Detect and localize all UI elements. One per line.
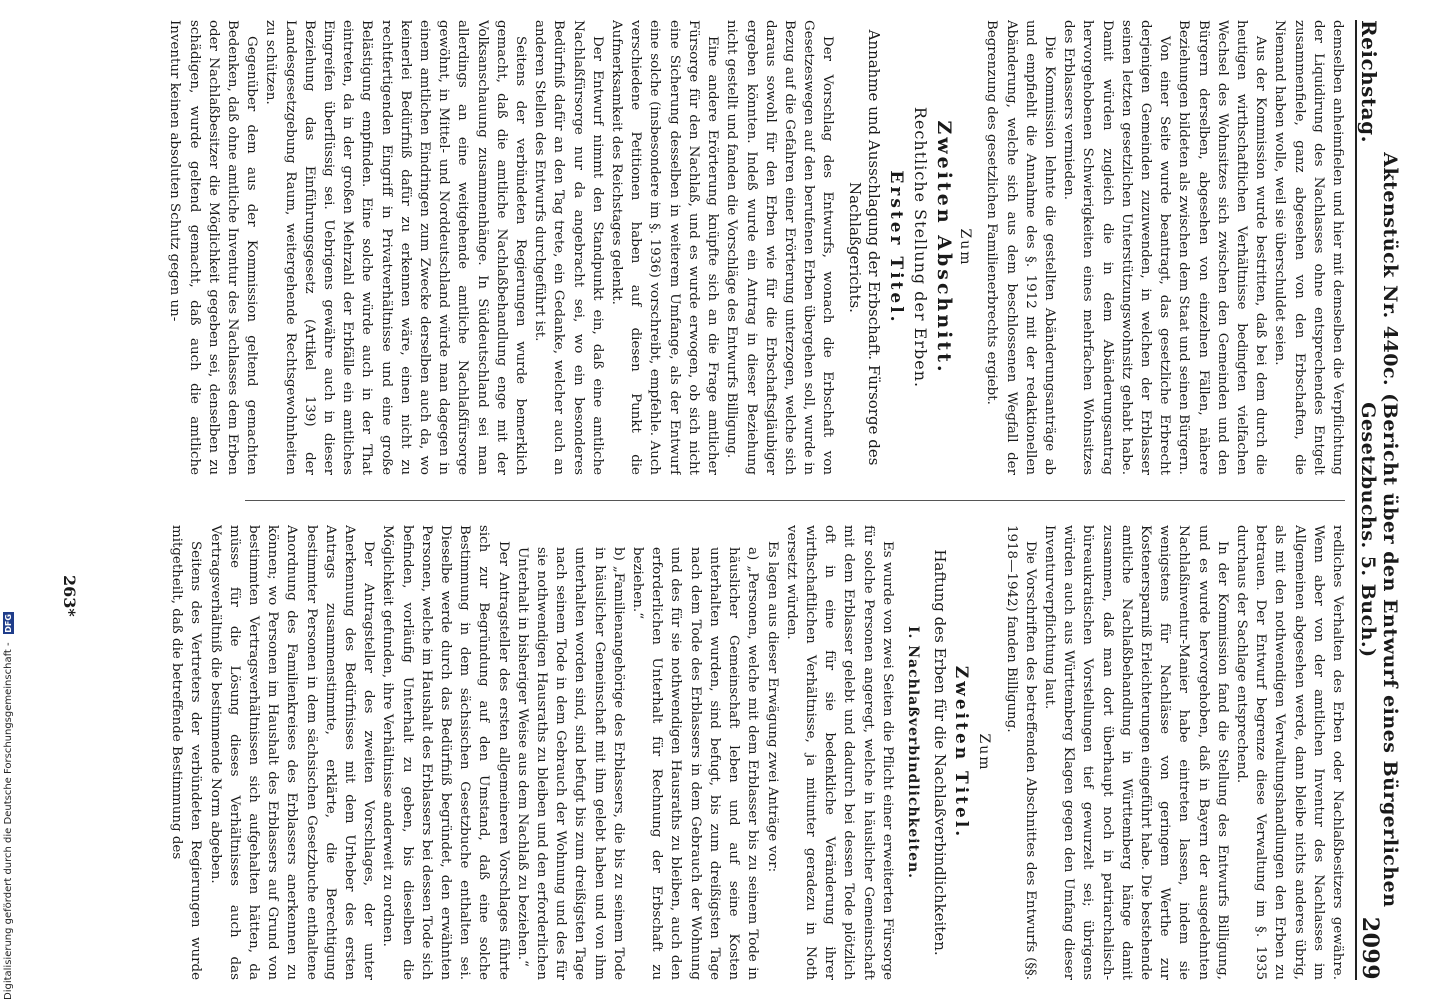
section-zum: Zum <box>976 733 993 772</box>
page-mark: 263* <box>60 575 79 617</box>
paragraph: Die Vorschriften des betreffenden Abschnittes des Entwurfs (§§. 1918—1942) fanden Billigung. <box>1003 525 1038 980</box>
paragraph: Seitens des Vertreters der verbündeten Regierungen wurde mitgetheilt, daß die betreffende Bestimmung des <box>169 525 204 980</box>
titel-subheading: Haftung des Erben für die Nachlaßverbindlichkeiten. <box>930 549 949 956</box>
paragraph: In der Kommission fand die Stellung des Entwurfs Billigung, und es wurde hervorgehoben, daß in Bayern der ausgedehnten Nachlaßinventur-Manier habe eintreten lassen, indem sie wenigstens für Nachlässe von geringem Werthe zur Kostenersparniß Erleichterungen eingeführt habe. Die bestehende amtliche Nachlaßbehandlung in Württemberg hänge damit zusammen, daß man dort überhaupt noch in patriarchalisch-büreaukratischen Vorstellungen tief gewurzelt sei; übrigens würden auch aus Württemberg Klagen gegen den Umfang dieser Inventurverpflichtung laut. <box>1041 525 1230 980</box>
credit-text: Digitalisierung gefördert durch die Deutsche Forschungsgemeinschaft - <box>2 642 14 1000</box>
paragraph: Es wurde von zwei Seiten die Pflicht einer erweiterten Fürsorge für solche Personen angeregt, welche in häuslicher Gemeinschaft mit dem Erblasser gelebt und dadurch bei dessen Tode plötzlich oft in eine für sie bedenkliche Veränderung ihrer wirthschaftlichen Verhältnisse, ja mitunter geradezu in Noth versetzt würden. <box>783 525 895 980</box>
paragraph: demselben anheimfielen und hier mit demselben die Verpflichtung der Liquidirung des Nachlasses ohne entsprechendes Entgelt zusammenfiele, ganz abgesehen von den Erbschaften, die Niemand haben wolle, weil sie überschuldet seien. <box>1272 20 1345 475</box>
dfg-logo-icon: DFG <box>3 614 13 633</box>
paragraph: Der Antragsteller des zweiten Vorschlages, der unter Anerkennung des Bedürfnisses mit dem Urheber des ersten Antrags zusammenstimmte, erklärte, die Berechtigung bestimmter Personen in dem sächsischen Gesetzbuche enthaltene Anordnung des Familienkreises des Erblassers anerkennen zu können; wo Personen im Haushalt des Erblassers auf Grund von bestimmten Vertragsverhältnissen sich aufgehalten hätten, da müsse für die Lösung dieses Verhältnisses auch das Vertragsverhältniß die bestimmende Norm abgeben. <box>207 525 377 980</box>
titel-heading: Erster Titel. <box>885 170 906 325</box>
motion-a: a) „Personen, welche mit dem Erblasser bis zu seinem Tode in häuslicher Gemeinschaft leben und auf seine Kosten unterhalten wurden, sind befugt, bis zum dreißigsten Tage nach dem Tode des Erblassers in dem Gebrauch der Wohnung und des für sie nothwendigen Hausraths zu bleiben, auch den erforderlichen Unterhalt für Rechnung der Erbschaft zu beziehen.“ <box>630 547 761 980</box>
paragraph: Gegenüber dem aus der Kommission geltend gemachten Bedenken, daß ohne amtliche Inventur des Nachlasses dem Erben oder Nachlaßbesitzer die Möglichkeit gegeben sei, denselben zu schädigen, wurde geltend gemacht, daß auch die amtliche Inventur keinen absoluten Schutz gegen un- <box>167 20 260 475</box>
left-column <box>107 20 1347 475</box>
paragraph: Eine andere Erörterung knüpfte sich an die Frage amtlicher Fürsorge für den Nachlaß, und es wurde erwogen, ob sich nicht eine Sicherung desselben in weiterem Umfange, als der Entwurf eine solche (insbesondere im §. 1936) vorschreibt, empfehle. Auch verschiedene Petitionen haben auf diesen Punkt die Aufmerksamkeit des Reichstages gelenkt. <box>609 20 721 475</box>
header-page-number: 2099 <box>1357 916 1383 980</box>
titel-heading: Zweiten Titel. <box>951 665 972 840</box>
right-column <box>107 525 1347 980</box>
numbered-heading: I. Nachlaßverbindlichkeiten. <box>904 625 921 880</box>
paragraph: Die Kommission lehnte die gestellten Abänderungsanträge ab und empfiehlt die Annahme des §. 1912 mit der redaktionellen Abänderung, welche sich aus dem beschlossenen Wegfall der Begrenzung des gesetzlichen Familienerbrechts ergiebt. <box>984 20 1057 475</box>
titel-subheading: Annahme und Ausschlagung der Erbschaft. Fürsorge des Nachlaßgerichts. <box>846 29 884 466</box>
paragraph: Es lagen aus dieser Erwägung zwei Anträge vor: <box>764 541 780 873</box>
section-zum: Zum <box>957 228 974 267</box>
section-subheading: Rechtliche Stellung der Erben. <box>910 106 930 389</box>
paragraph: Aus der Kommission wurde bestritten, daß bei dem durch die heutigen wirthschaftlichen Verhältnisse bedingten vielfachen Wechsel des Wohnsitzes sich zwischen den Gemeinden und den Bürgern derselben, abgesehen von einzelnen Fällen, nähere Beziehungen bildeten als zwischen dem Staat und seinen Bürgern. <box>1176 20 1269 475</box>
paragraph: Der Entwurf nimmt den Standpunkt ein, daß eine amtliche Nachlaßfürsorge nur da angebracht sei, wo ein besonderes Bedürfniß dafür an den Tag trete, ein Gedanke, welcher auch an anderen Stellen des Entwurfs durchgeführt ist. <box>532 20 605 475</box>
paragraph: redliches Verhalten des Erben oder Nachlaßbesitzers gewähre. Wenn aber von der amtlichen Inventur des Nachlasses im Allgemeinen abgesehen werde, dann bleibe nichts anderes übrig, als mit den nothwendigen Verwaltungshandlungen den Erben zu betrauen. Der Entwurf begrenze diese Verwaltung im §. 1935 durchaus der Sachlage entsprechend. <box>1233 525 1345 980</box>
motion-b: b) „Familienangehörige des Erblassers, die bis zu seinem Tode in häuslicher Gemeinschaft mit ihm gelebt haben und von ihm unterhalten worden sind, sind befugt bis zum dreißigsten Tage nach seinem Tode in dem Gebrauch der Wohnung und des für sie nothwendigen Hausraths zu bleiben und den erforderlichen Unterhalt in bisheriger Weise aus dem Nachlaß zu beziehen.“ <box>514 547 626 980</box>
paragraph: Der Antragsteller des ersten allgemeineren Vorschlages führte sich zur Begründung auf den Umstand, daß eine solche Bestimmung in dem sächsischen Gesetzbuche enthalten sei. Dieselbe werde durch das Bedürfniß begründet, den erwähnten Personen, welche im Haushalt des Erblassers bei dessen Tode sich befinden, vorläufig Unterhalt zu geben, bis dieselben die Möglichkeit gefunden, ihre Verhältnisse anderweit zu ordnen. <box>380 525 511 980</box>
paragraph: Seitens der verbündeten Regierungen wurde bemerklich gemacht, daß die amtliche Nachlaßbehandlung enge mit der Volksanschauung zusammenhänge. In Süddeutschland sei man allerdings an eine weitgehende amtliche Nachlaßfürsorge gewöhnt, in Mittel- und Norddeutschland würde man dagegen in einem amtlichen Eindringen zum Zwecke derselben auch da, wo keinerlei Bedürfniß dafür zu erkennen wäre, einen nicht zu rechtfertigenden Eingriff in Privatverhältnisse und eine große Belästigung empfinden. Eine solche würde auch in der That eintreten, da in der großen Mehrzahl der Erbfälle ein amtliches Eingreifen überflüssig sei. Uebrigens gewähre auch in dieser Beziehung das Einführungsgesetz (Artikel 139) der Landesgesetzgebung Raum, weitergehende Rechtsgewohnheiten zu schützen. <box>263 20 529 475</box>
section-heading: Zweiten Abschnitt. <box>932 120 955 375</box>
running-header <box>1355 20 1401 980</box>
paragraph: Von einer Seite wurde beantragt, das gesetzliche Erbrecht derjenigen Gemeinden zuzuwenden, in welchen der Erblasser seinen letzten gesetzlichen Unterstützungswohnsitz gehabt habe. Damit würden zugleich die in dem Abänderungsantrag hervorgehobenen Schwierigkeiten eines mehrfachen Wohnsitzes des Erblassers vermieden. <box>1061 20 1173 475</box>
printed-sheet <box>37 20 1401 980</box>
column-divider <box>245 500 1345 501</box>
digitization-credit <box>1 0 15 1000</box>
paragraph: Der Vorschlag des Entwurfs, wonach die Erbschaft von Gesetzeswegen auf den berufenen Erben übergehen soll, wurde in Bezug auf die Gefahren einer Erörterung unterzogen, welche sich daraus sowohl für den Erben wie für die Erbschaftsgläubiger ergeben könnten. Indeß wurde ein Antrag in dieser Beziehung nicht gestellt und fanden die Vorschläge des Entwurfs Billigung. <box>724 20 836 475</box>
header-left: Reichstag. <box>1357 20 1381 144</box>
header-title: Aktenstück Nr. 440c. (Bericht über den Entwurf eines Bürgerlichen Gesetzbuchs. 5. Buch.) <box>1357 152 1401 908</box>
